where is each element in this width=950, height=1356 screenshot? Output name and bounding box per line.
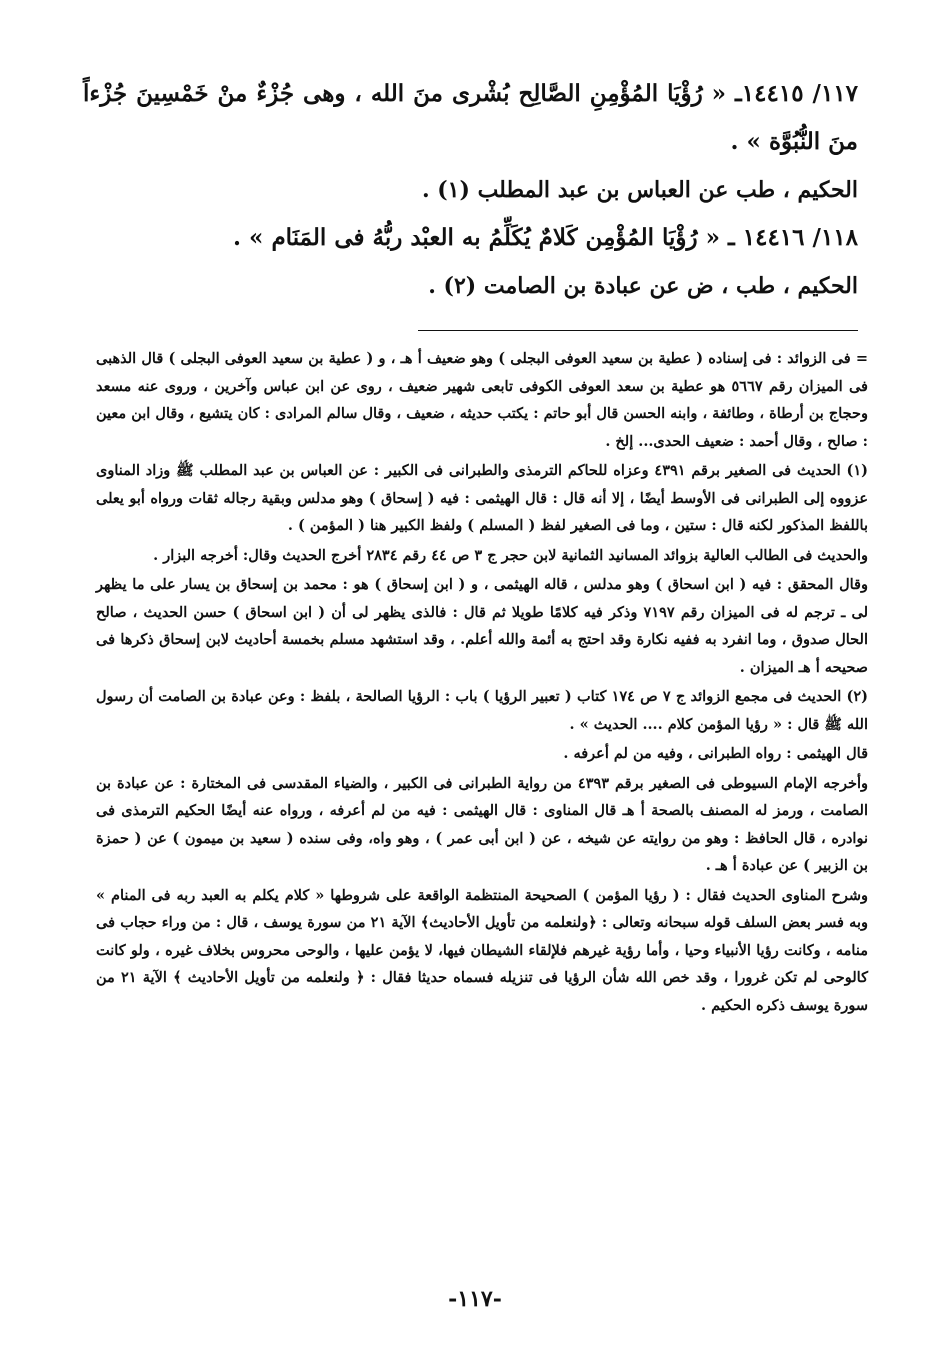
footnote-2: (٢) الحديث فى مجمع الزوائد ج ٧ ص ١٧٤ كتاب ( تعبير الرؤيا ) باب : الرؤيا الصالحة ، بلفظ : وعن عبادة بن الصامت أن رسول الله ﷺ قال : « رؤيا المؤمن كلام .... الحديث » . xyxy=(96,688,868,733)
main-text xyxy=(83,70,858,341)
footnote-2-part-3: وأخرجه الإمام السيوطى فى الصغير برقم ٤٣٩٣ من رواية الطبرانى فى الكبير ، والضياء المقدسى فى المختارة : عن عبادة بن الصامت ، ورمز له المصنف بالصحة أ هـ قال المناوى : قال الهيثمى : فيه من لم أعرفه ، ورواه عنه أيضًا الحكيم الترمذى فى نوادره ، قال الحافظ : وهو من روايته عن شيخه ، عن ( ابن أبى عمر ) ، وهو واه، وفى سنده ( سعيد بن ميمون ) عن ( حمزة بن الزبير ) عن عبادة أ هـ . xyxy=(96,774,868,874)
source-117: الحكيم ، طب عن العباس بن عبد المطلب (١) . xyxy=(421,177,858,203)
footnotes xyxy=(96,345,868,1021)
footnote-1-part-3: وقال المحقق : فيه ( ابن اسحاق ) وهو مدلس ، قاله الهيثمى ، و ( ابن إسحاق ) هو : محمد بن إسحاق بن يسار على ما يظهر لى ـ ترجم له فى الميزان رقم ٧١٩٧ وذكر فيه كلامًا طويلا ثم قال : فالذى يظهر لى أن ( ابن اسحاق ) حسن الحديث ، صالح الحال صدوق ، وما انفرد به ففيه نكارة وقد احتج به أئمة والله أعلم. ، وقد استشهد مسلم بخمسة أحاديث لابن إسحاق ذكرها فى صحيحه أ هـ الميزان . xyxy=(96,576,868,676)
footnote-2-part-4: وشرح المناوى الحديث فقال : ( رؤيا المؤمن ) الصحيحة المنتظمة الواقعة على شروطها « كلام يكلم به العبد ربه فى المنام » وبه فسر بعض السلف قوله سبحانه وتعالى : ﴿ولنعلمه من تأويل الأحاديث﴾ الآية ٢١ من سورة يوسف ، قال : من وراء حجاب فى منامه ، وكانت رؤيا الأنبياء وحيا ، وأما رؤية غيرهم فلإلقاء الشيطان فيها، لا يؤمن عليها ، والوحى محروس بخلاف غيره ، ولو كانت كالوحى لم تكن غرورا ، وقد خص الله شأن الرؤيا فى تنزيله فسماه حديثا فقال : ﴿ ولنعلمه من تأويل الأحاديث ﴾ الآية ٢١ من سورة يوسف ذكره الحكيم . xyxy=(96,886,868,1014)
footnote-1-part-2: والحديث فى الطالب العالية بزوائد المسانيد الثمانية لابن حجر ج ٣ ص ٤٤ رقم ٢٨٣٤ أخرج الحديث وقال: أخرجه البزار . xyxy=(153,546,868,564)
footnote-continuation: = فى الزوائد : فى إسناده ( عطية بن سعيد العوفى البجلى ) وهو ضعيف أ هـ ، و ( عطية بن سعيد العوفى البجلى ) قال الذهبى فى الميزان رقم ٥٦٦٧ هو عطية بن سعد العوفى الكوفى تابعى شهير ضعيف ، روى عن ابن عباس وآخرين ، وروى عنه مسعد وحجاج بن أرطاة ، وطائفة ، وابنه الحسن قال أبو حاتم : يكتب حديثه ، ضعيف ، وقال سالم المرادى : كان يتشيع ، وقال ابن معين : صالح ، وقال أحمد : ضعيف الحدى... إلخ . xyxy=(96,350,868,450)
footnote-2-part-2: قال الهيثمى : رواه الطبرانى ، وفيه من لم أعرفه . xyxy=(563,745,868,762)
source-118: الحكيم ، طب ، ض عن عبادة بن الصامت (٢) . xyxy=(428,273,858,299)
hadith-117: ١١٧/ ١٤٤١٥ـ « رُؤْيَا المُؤْمِنِ الصَّالِح بُشْرى منَ الله ، وهى جُزْءٌ منْ خَمْسِينَ جُزْءاً منَ النُّبُوَّة » . xyxy=(83,80,858,155)
footnote-divider xyxy=(418,330,858,331)
page-number: -١١٧- xyxy=(448,1286,502,1312)
hadith-118: ١١٨/ ١٤٤١٦ ـ « رُؤْيَا المُؤْمِن كَلامٌ يُكَلِّمُ به العبْد ربُّهُ فى المَنَام » . xyxy=(233,224,858,251)
footnote-1: (١) الحديث فى الصغير برقم ٤٣٩١ وعزاه للحاكم الترمذى والطبرانى فى الكبير : عن العباس بن عبد المطلب ﷺ وزاد المناوى عزووه إلى الطبرانى فى الأوسط أيضًا ، إلا أنه قال : قال الهيثمى : فيه ( إسحاق ) وهو مدلس وبقية رجاله ثقات ورواه أبو يعلى باللفظ المذكور لكنه قال : ستين ، وما فى الصغير لفظ ( المسلم ) ولفظ الكبير هنا ( المؤمن ) . xyxy=(96,462,868,534)
